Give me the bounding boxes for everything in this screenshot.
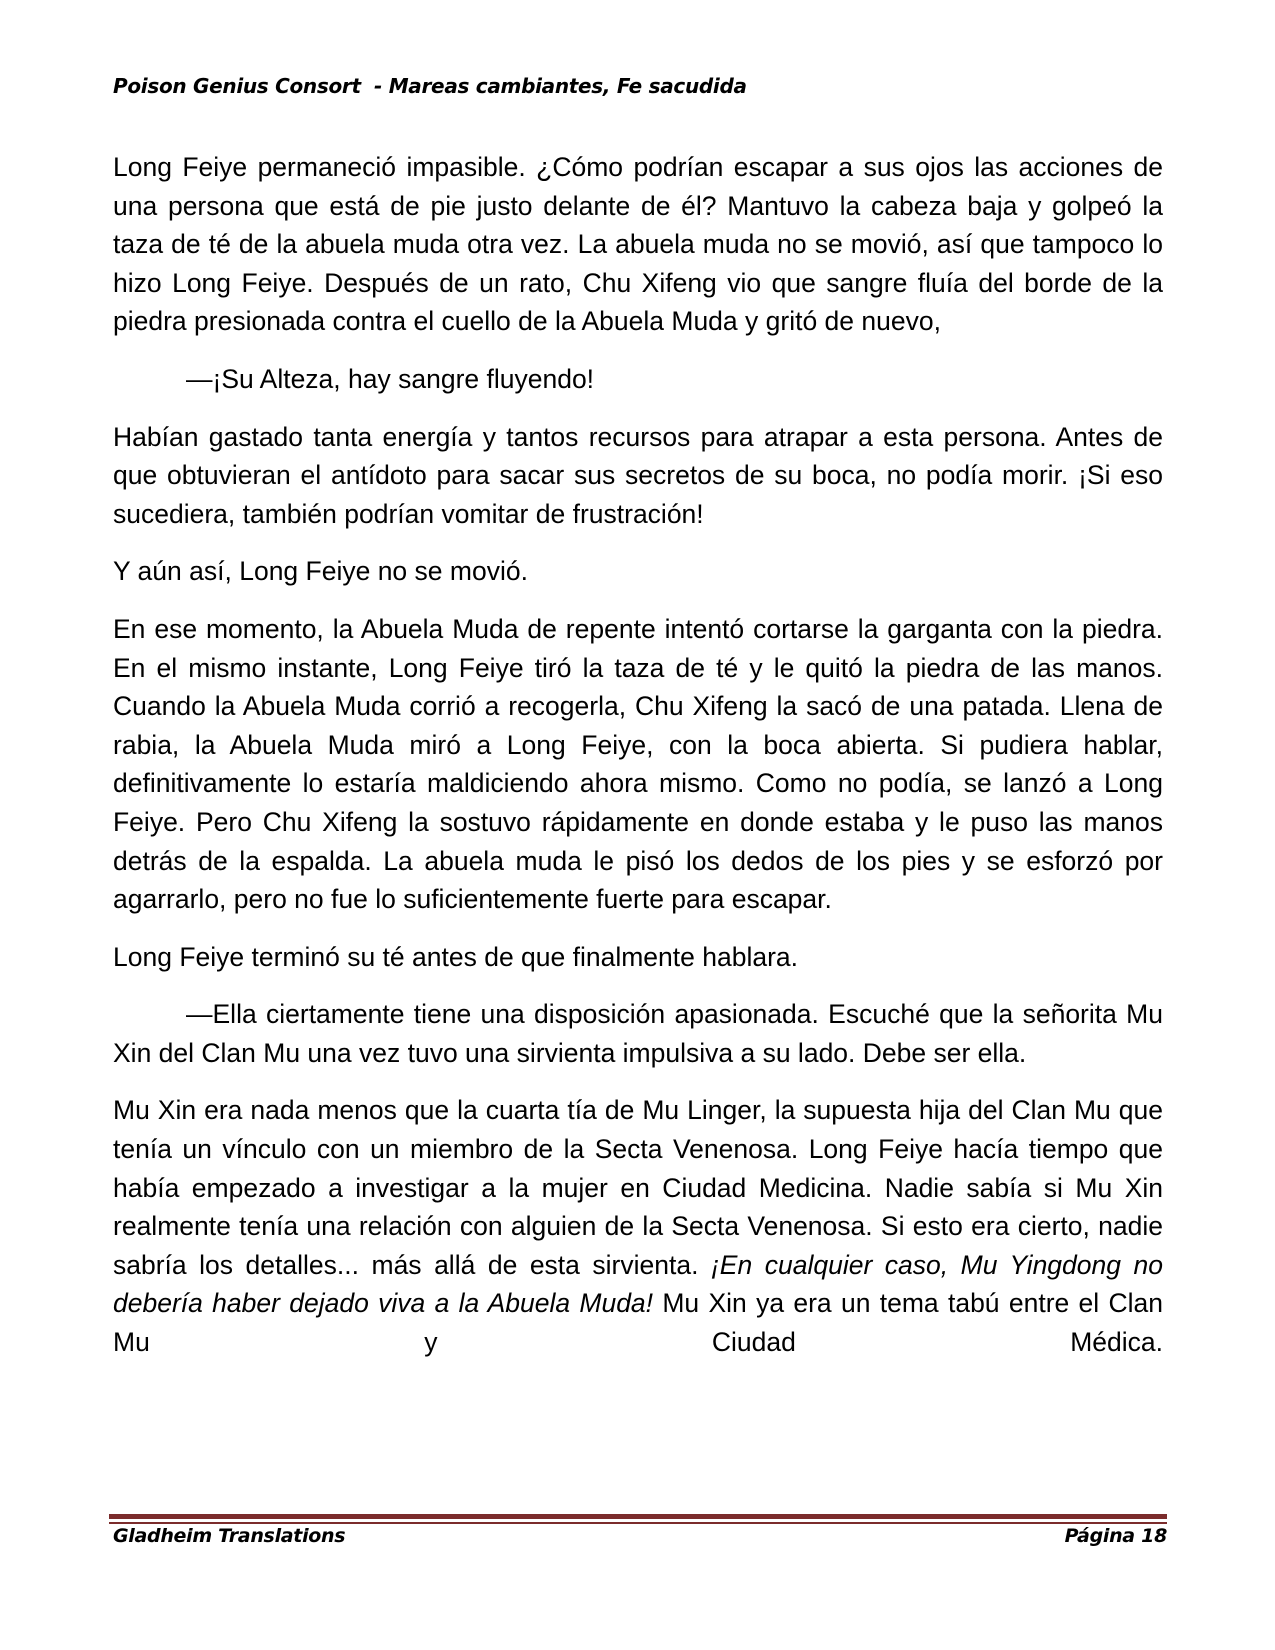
paragraph-text: Mu Xin era nada menos que la cuarta tía de Mu Linger, la supuesta hija del Clan Mu que tenía un vínculo con un miembro de la Secta Venenosa. Long Feiye hacía tiempo que había empezado a investigar a la mujer en Ciudad Medicina. Nadie sabía si Mu Xin realmente tenía una relación con alguien de la Secta Venenosa. Si esto era cierto, nadie sabría los detalles... más allá de esta sirvienta.: [113, 1095, 1163, 1280]
paragraph: Long Feiye permaneció impasible. ¿Cómo podrían escapar a sus ojos las acciones de una persona que está de pie justo delante de él? Mantuvo la cabeza baja y golpeó la taza de té de la abuela muda otra vez. La abuela muda no se movió, así que tampoco lo hizo Long Feiye. Después de un rato, Chu Xifeng vio que sangre fluía del borde de la piedra presionada contra el cuello de la Abuela Muda y gritó de nuevo,: [113, 152, 1163, 337]
paragraph-with-italic: [113, 1091, 1163, 1361]
italic-thought: ¡En cualquier caso, Mu Yingdong no debería haber dejado viva a la Abuela Muda!: [113, 1249, 1163, 1319]
paragraph: En ese momento, la Abuela Muda de repente intentó cortarse la garganta con la piedra. En el mismo instante, Long Feiye tiró la taza de té y le quitó la piedra de las manos. Cuando la Abuela Muda corrió a recogerla, Chu Xifeng la sacó de una patada. Llena de rabia, la Abuela Muda miró a Long Feiye, con la boca abierta. Si pudiera hablar, definitivamente lo estaría maldiciendo ahora mismo. Como no podía, se lanzó a Long Feiye. Pero Chu Xifeng la sostuvo rápidamente en donde estaba y le puso las manos detrás de la espalda. La abuela muda le pisó los dedos de los pies y se esforzó por agarrarlo, pero no fue lo suficientemente fuerte para escapar.: [113, 613, 1163, 915]
paragraph: Long Feiye terminó su té antes de que finalmente hablara.: [113, 941, 799, 972]
dialogue-paragraph: —¡Su Alteza, hay sangre fluyendo!: [186, 363, 595, 394]
page-header-title: Poison Genius Consort - Mareas cambiantes, Fe sacudida: [113, 74, 747, 98]
footer-divider-thin: [109, 1522, 1167, 1524]
document-body: [113, 148, 1163, 1362]
page-number: Página 18: [1064, 1525, 1167, 1547]
paragraph: Y aún así, Long Feiye no se movió.: [113, 556, 528, 587]
paragraph-text: Mu Xin ya era un tema tabú entre el Clan Mu y Ciudad Médica.: [113, 1288, 1163, 1358]
footer-credit: Gladheim Translations: [113, 1525, 346, 1547]
dialogue-paragraph: —Ella ciertamente tiene una disposición apasionada. Escuché que la señorita Mu Xin del Clan Mu una vez tuvo una sirvienta impulsiva a su lado. Debe ser ella.: [113, 999, 1163, 1068]
paragraph: Habían gastado tanta energía y tantos recursos para atrapar a esta persona. Antes de que obtuvieran el antídoto para sacar sus secretos de su boca, no podía morir. ¡Si eso sucediera, también podrían vomitar de frustración!: [113, 421, 1163, 529]
footer-divider: [109, 1514, 1167, 1519]
